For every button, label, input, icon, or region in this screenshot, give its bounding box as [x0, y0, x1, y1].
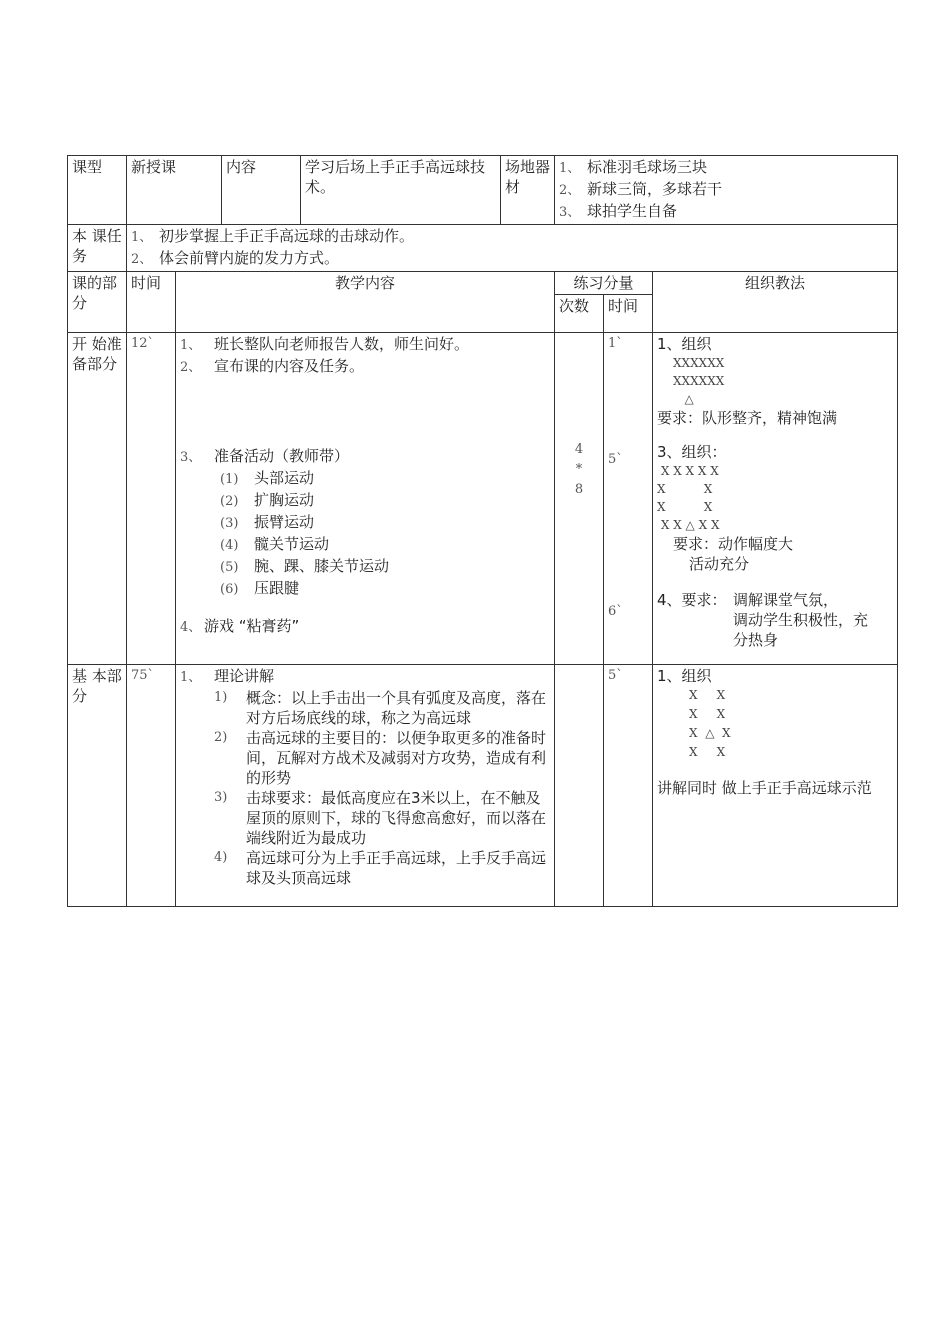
- warmup-item: (1) 头部运动: [220, 469, 315, 487]
- start-section-content: [176, 333, 555, 665]
- venue-items: [555, 156, 898, 225]
- start-section-label: 开 始准 备部分: [68, 333, 127, 665]
- basic-item: 4) 高远球可分为上手正手高远球，上手反手高远球及头顶高远球: [214, 849, 547, 887]
- col-method-header: 组织教法: [653, 272, 898, 333]
- start-item: 2、 宣布课的内容及任务。: [180, 357, 365, 375]
- tasks-items: [127, 225, 898, 272]
- basic-item: 3) 击球要求：最低高度应在3米以上，在不触及屋顶的原则下，球的飞得愈高愈好，而以落在端线附近为最成功: [214, 789, 547, 847]
- start-duration: 5`: [608, 452, 623, 467]
- lesson-plan-table: [67, 155, 898, 907]
- lesson-type-label: 课型: [68, 156, 127, 225]
- basic-method: [653, 665, 898, 907]
- col-content-header: 教学内容: [176, 272, 555, 333]
- org2-title: 3、组织：: [657, 443, 727, 461]
- basic-org-note: 讲解同时 做上手正手高远球示范: [657, 779, 872, 797]
- header-row: [68, 156, 898, 225]
- content-label: 内容: [222, 156, 301, 225]
- venue-item: 1、 标准羽毛球场三块: [559, 158, 708, 176]
- org2-formation: X X X X X X X X X X X △ X X: [657, 464, 720, 532]
- start-method: [653, 333, 898, 665]
- lesson-type-value: 新授课: [127, 156, 222, 225]
- warmup-item: (6) 压跟腱: [220, 579, 300, 597]
- basic-section-row: [68, 665, 898, 907]
- venue-item: 3、 球拍学生自备: [559, 202, 678, 220]
- col-part-header: 课的部分: [68, 272, 127, 333]
- venue-label: 场地器材: [501, 156, 555, 225]
- col-practice-header: 练习分量: [555, 272, 653, 295]
- tasks-label: 本 课任务: [68, 225, 127, 272]
- basic-count: [555, 665, 604, 907]
- warmup-title: 3、 准备活动（教师带）: [180, 447, 350, 465]
- start-item: 1、 班长整队向老师报告人数，师生问好。: [180, 335, 470, 353]
- basic-org-formation: X X X X X △ X X X: [689, 688, 731, 759]
- start-duration: 1`: [608, 336, 623, 351]
- basic-duration: 5`: [604, 665, 653, 907]
- org1-formation: XXXXXX XXXXXX △: [673, 356, 725, 406]
- start-count: [555, 333, 604, 665]
- warmup-item: (3) 振臂运动: [220, 513, 315, 531]
- task-item: 2、 体会前臂内旋的发力方式。: [131, 249, 340, 267]
- lesson-plan-document: [67, 155, 897, 907]
- basic-section-content: [176, 665, 555, 907]
- basic-section-label: 基 本部分: [68, 665, 127, 907]
- tasks-row: [68, 225, 898, 272]
- warmup-item: (5) 腕、踝、膝关节运动: [220, 557, 390, 575]
- start-section-row: [68, 333, 898, 665]
- start-section-time: 12`: [127, 333, 176, 665]
- basic-title: 1、 理论讲解: [180, 667, 275, 685]
- col-count-header: 次数: [555, 295, 604, 333]
- task-item: 1、 初步掌握上手正手高远球的击球动作。: [131, 227, 415, 245]
- column-header-row: [68, 272, 898, 295]
- warmup-item: (2) 扩胸运动: [220, 491, 315, 509]
- org3-requirement: 4、要求： 调解课堂气氛， 调动学生积极性，充 分热身: [657, 591, 869, 649]
- start-durations: [604, 333, 653, 665]
- col-time-header: 时间: [127, 272, 176, 333]
- org1-title: 1、组织: [657, 335, 712, 353]
- start-count-value: 4 * 8: [574, 442, 584, 497]
- org1-requirement: 要求：队形整齐，精神饱满: [657, 409, 838, 427]
- basic-org-title: 1、组织: [657, 667, 712, 685]
- basic-section-time: 75`: [127, 665, 176, 907]
- org2-requirement: 要求：动作幅度大: [673, 535, 794, 553]
- venue-item: 2、 新球三筒，多球若干: [559, 180, 723, 198]
- basic-item: 1) 概念：以上手击出一个具有弧度及高度，落在对方后场底线的球，称之为高远球: [214, 689, 547, 727]
- content-value: 学习后场上手正手高远球技术。: [301, 156, 501, 225]
- basic-item: 2) 击高远球的主要目的：以便争取更多的准备时间，瓦解对方战术及减弱对方攻势，造成有利的形势: [214, 729, 547, 787]
- game-item: 4、 游戏 “粘膏药”: [180, 617, 300, 635]
- warmup-item: (4) 髋关节运动: [220, 535, 330, 553]
- col-duration-header: 时间: [604, 295, 653, 333]
- start-duration: 6`: [608, 604, 623, 619]
- org2-requirement: 活动充分: [689, 555, 750, 573]
